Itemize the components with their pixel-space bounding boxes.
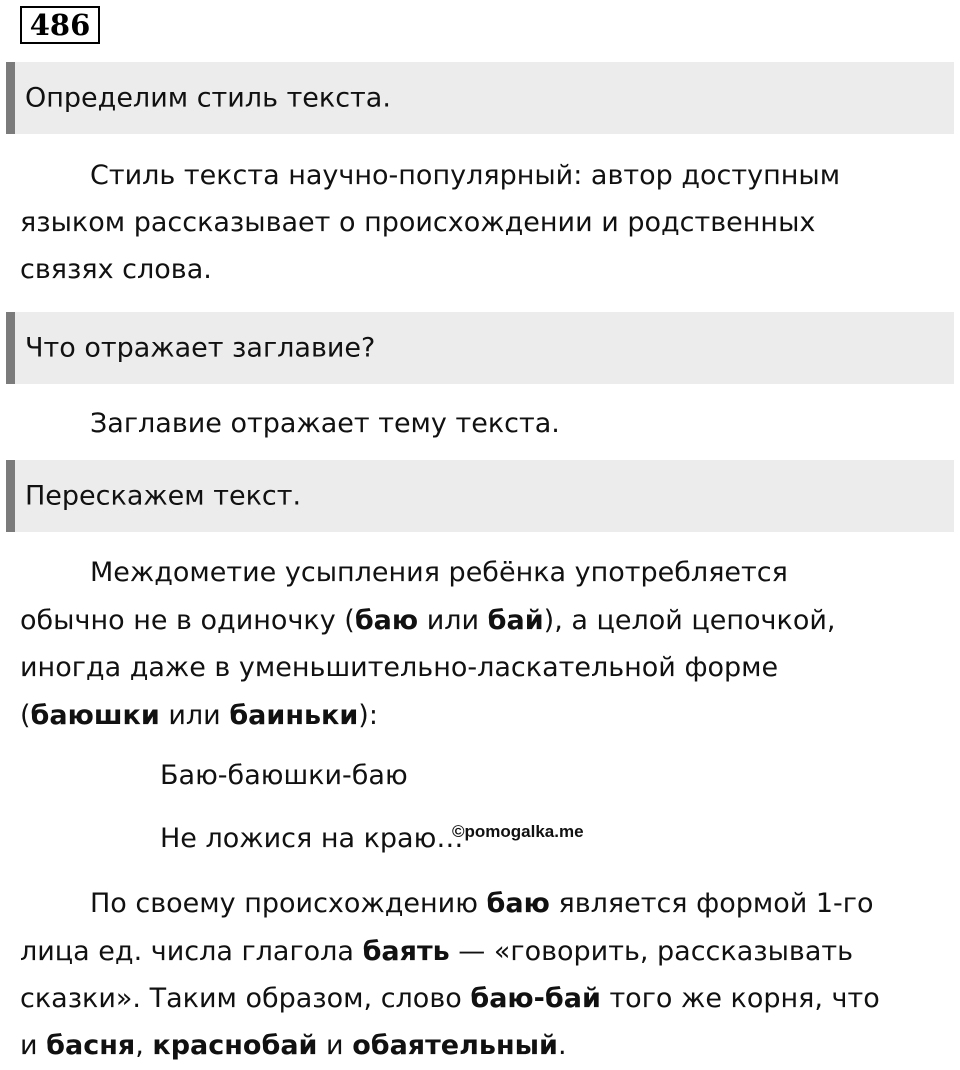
paragraph-line: (баюшки или баиньки):	[20, 700, 378, 731]
paragraph-line: сказки». Таким образом, слово баю-бай того же корня, что	[20, 983, 880, 1014]
paragraph-line: и басня, краснобай и обаятельный.	[20, 1030, 567, 1061]
answer-line: связях слова.	[20, 254, 212, 285]
answer-line: языком рассказывает о происхождении и родственных	[20, 207, 816, 238]
answer-line: Заглавие отражает тему текста.	[90, 408, 560, 439]
question-text: Перескажем текст.	[25, 480, 302, 512]
question-text: Определим стиль текста.	[25, 82, 391, 114]
answer-line: Стиль текста научно-популярный: автор доступным	[90, 160, 841, 191]
question-text: Что отражает заглавие?	[25, 332, 376, 364]
paragraph-line: лица ед. числа глагола баять — «говорить, рассказывать	[20, 936, 854, 967]
paragraph-line: обычно не в одиночку (баю или бай), а целой цепочкой,	[20, 605, 836, 636]
task-number: 486	[20, 6, 100, 44]
paragraph-line: Междометие усыпления ребёнка употребляется	[90, 557, 788, 588]
paragraph-line: По своему происхождению баю является формой 1-го	[90, 888, 874, 919]
watermark: ©pomogalka.me	[452, 822, 584, 841]
question-header-title	[6, 312, 954, 384]
verse-line: Не ложися на краю…	[160, 823, 464, 854]
question-header-retell	[6, 460, 954, 532]
question-header-style	[6, 62, 954, 134]
paragraph-line: иногда даже в уменьшительно-ласкательной форме	[20, 652, 779, 683]
verse-line: Баю-баюшки-баю	[160, 760, 408, 791]
